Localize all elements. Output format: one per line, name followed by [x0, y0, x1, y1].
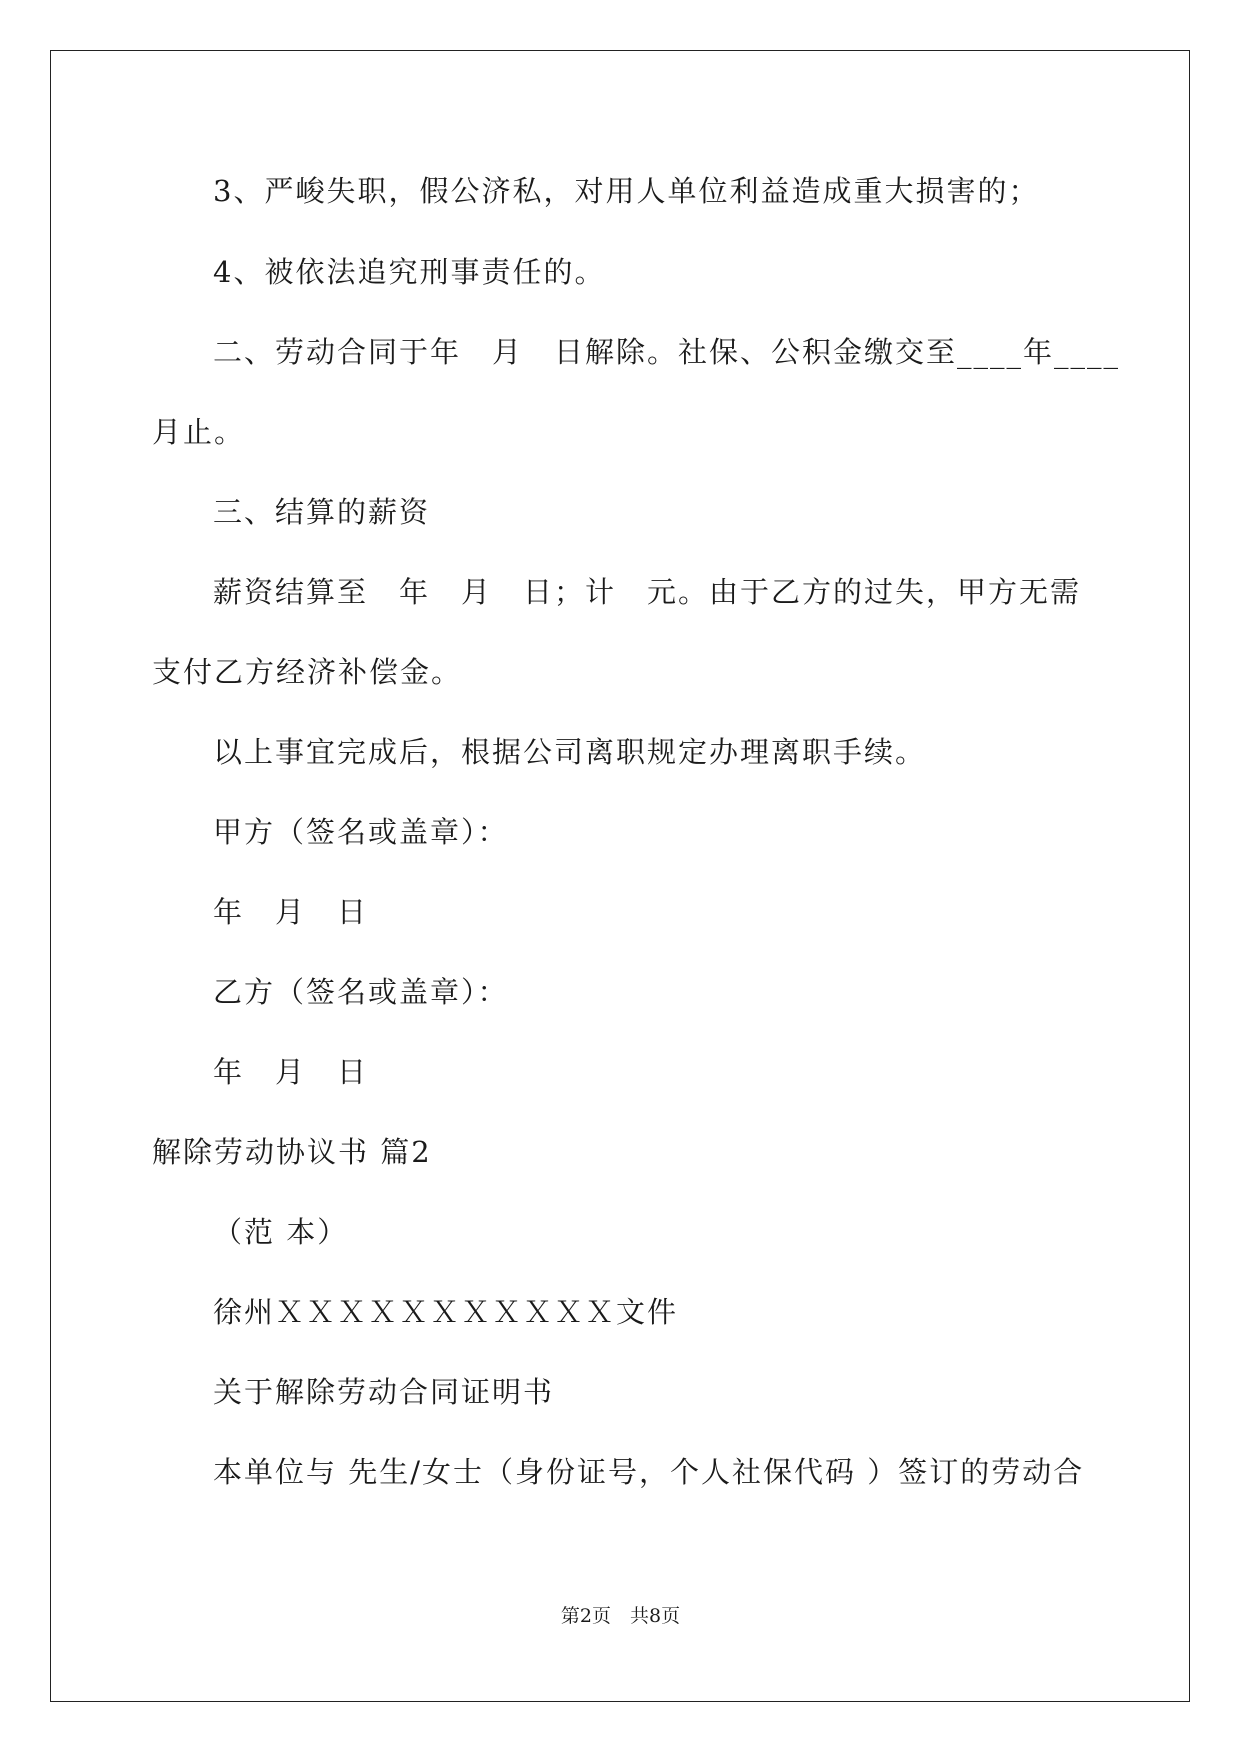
section-title: 解除劳动协议书 篇2 [152, 1135, 432, 1169]
document-header: 徐州ＸＸＸＸＸＸＸＸＸＸＸ文件 [213, 1295, 679, 1329]
party-b-date: 年 月 日 [213, 1055, 369, 1089]
section-2-line-2: 月止。 [152, 415, 246, 449]
salary-line-1: 薪资结算至 年 月 日；计 元。由于乙方的过失，甲方无需 [213, 575, 1082, 609]
certificate-body: 本单位与 先生/女士（身份证号，个人社保代码 ）签订的劳动合 [213, 1455, 1085, 1489]
party-b-signature: 乙方（签名或盖章）： [213, 975, 509, 1009]
procedure-paragraph: 以上事宜完成后，根据公司离职规定办理离职手续。 [213, 735, 927, 769]
clause-4: 4、被依法追究刑事责任的。 [213, 255, 606, 289]
clause-3: 3、严峻失职，假公济私，对用人单位利益造成重大损害的； [213, 174, 1040, 208]
party-a-date: 年 月 日 [213, 895, 369, 929]
page-number: 第2页 共8页 [560, 1605, 681, 1627]
template-label: （范 本） [213, 1215, 349, 1249]
section-2-line-1: 二、劳动合同于年 月 日解除。社保、公积金缴交至____年____ [213, 335, 1121, 369]
section-3-heading: 三、结算的薪资 [213, 495, 431, 529]
party-a-signature: 甲方（签名或盖章）： [213, 815, 509, 849]
certificate-title: 关于解除劳动合同证明书 [213, 1375, 555, 1409]
salary-line-2: 支付乙方经济补偿金。 [152, 655, 463, 689]
